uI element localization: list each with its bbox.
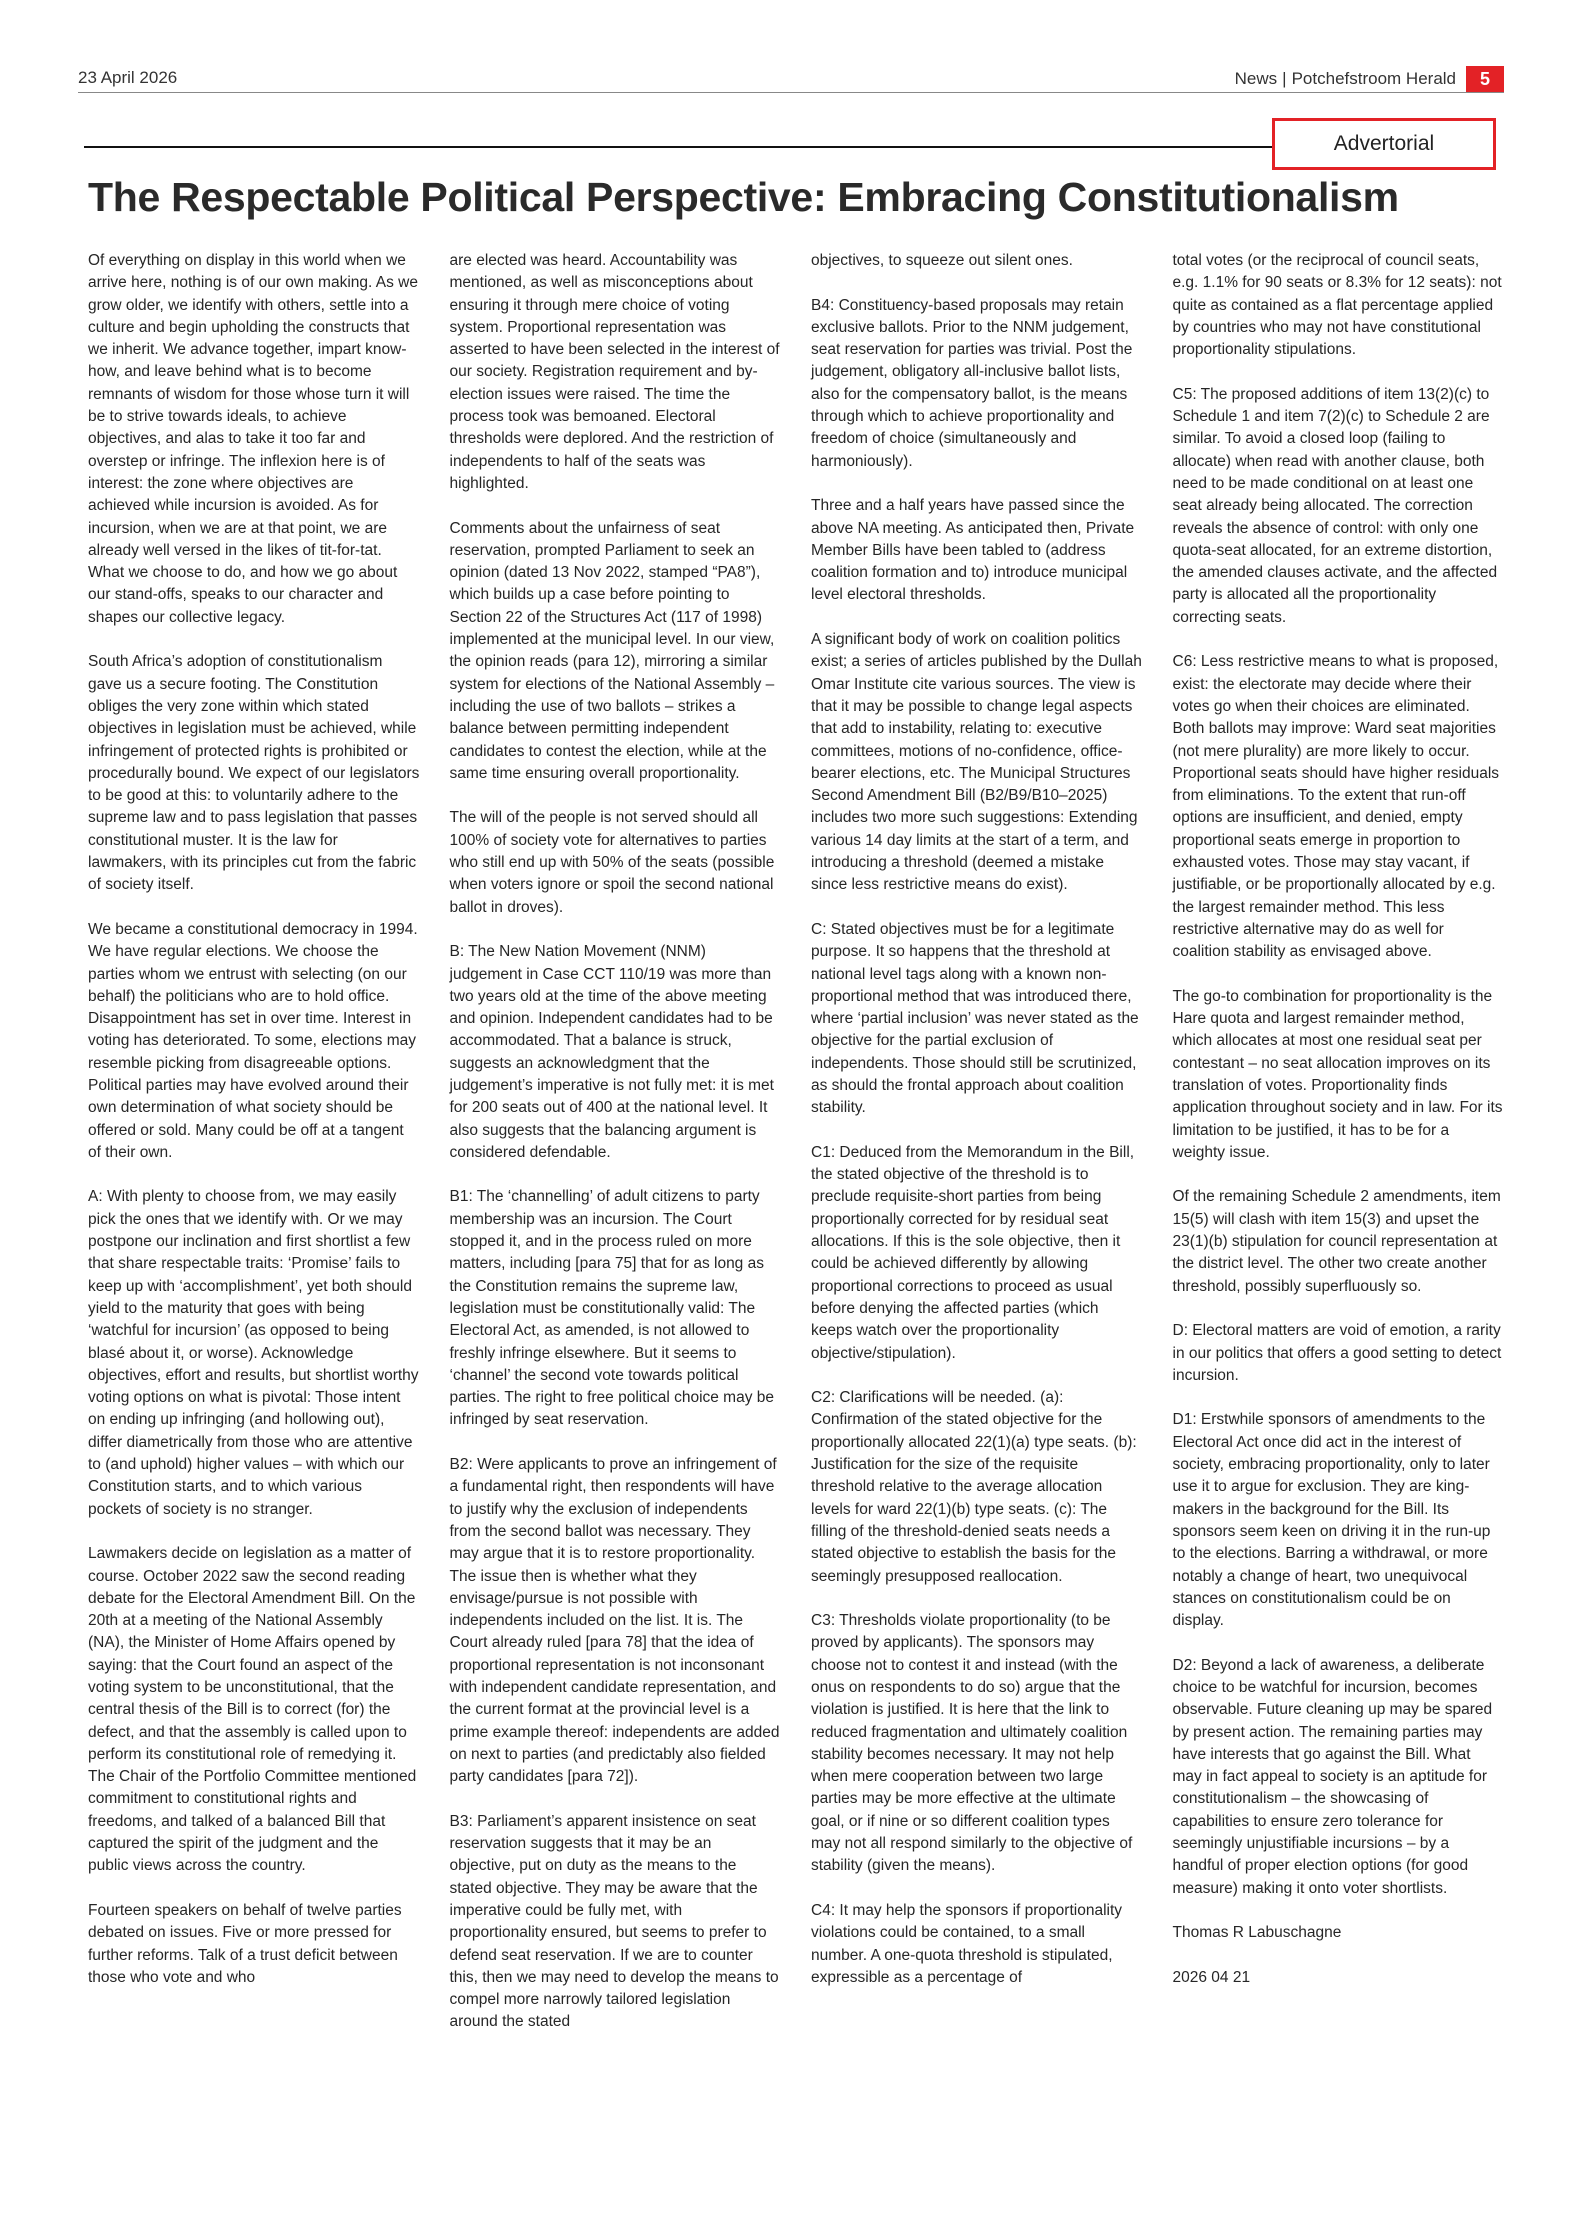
article-column-4 (1173, 250, 1505, 2056)
author-name: Thomas R Labuschagne (1172, 1924, 1342, 1942)
paragraph: B2: Were applicants to prove an infringement of a fundamental right, then respondents will have to justify why the exclusion of independents from the second ballot was necessary. They may argue that it is to restore proportionality. The issue then is whether what they envisage/pursue is not possible with independents included on the list. It is. The Court already ruled [para 78] that the idea of proportional representation is not inconsonant with independent candidate representation, and the current format at the provincial level is a prime example thereof: independents are added on next to parties (and predictably also fielded party candidates [para 72]). (449, 1456, 780, 1786)
paragraph: Lawmakers decide on legislation as a matter of course. October 2022 saw the second reading debate for the Electoral Amendment Bill. On the 20th at a meeting of the National Assembly (NA), the Minister of Home Affairs opened by saying: that the Court found an aspect of the voting system to be unconstitutional, that the central thesis of the Bill is to correct (for) the defect, and that the assembly is called upon to perform its constitutional role of remedying it. The Chair of the Portfolio Committee mentioned commitment to constitutional rights and freedoms, and talked of a balanced Bill that captured the spirit of the judgment and the public views across the country. (88, 1545, 417, 1875)
paragraph: Fourteen speakers on behalf of twelve parties debated on issues. Five or more pressed for further reforms. Talk of a trust deficit between those who vote and who (88, 1901, 402, 1986)
masthead (1235, 66, 1504, 92)
paragraph: C1: Deduced from the Memorandum in the Bill, the stated objective of the threshold is to preclude requisite-short parties from being proportionally corrected for by residual seat allocations. If this is the sole objective, then it could be achieved differently by allowing proportional corrections to proceed as usual before denying the affected parties (which keeps watch over the proportionality objective/stipulation). (811, 1143, 1135, 1362)
headline-rule (84, 146, 1274, 148)
paragraph: total votes (or the reciprocal of council seats, e.g. 1.1% for 90 seats or 8.3% for 12 seats): not quite as contained as a flat percentage applied by countries who may not have constitutional proportionality stipulations. (1172, 252, 1502, 359)
article-column-1 (88, 250, 420, 2056)
paragraph: D1: Erstwhile sponsors of amendments to the Electoral Act once did act in the interest of society, embracing proportionality, only to later use it to argue for exclusion. They are king-makers in the background for the Bill. Its sponsors seem keen on driving it in the run-up to the elections. Barring a withdrawal, or more notably a change of heart, two unequivocal stances on constitutionalism could be on display. (1172, 1411, 1491, 1630)
paragraph: B4: Constituency-based proposals may retain exclusive ballots. Prior to the NNM judgement, seat reservation for parties was trivial. Post the judgement, obligatory all-inclusive ballot lists, also for the compensatory ballot, is the means through which to achieve proportionality and freedom of choice (simultaneously and harmoniously). (811, 296, 1133, 470)
paragraph: objectives, to squeeze out silent ones. (811, 252, 1073, 269)
paragraph: C5: The proposed additions of item 13(2)(c) to Schedule 1 and item 7(2)(c) to Schedule 2 are similar. To avoid a closed loop (failing to allocate) when read with another clause, both need to be made conditional on at least one seat already being allocated. The correction reveals the absence of control: with only one quota-seat allocated, for an extreme distortion, the amended clauses activate, and the affected party is allocated all the proportionality correcting seats. (1172, 385, 1498, 626)
publication-name: Potchefstroom Herald (1291, 69, 1456, 88)
paragraph: South Africa’s adoption of constitutionalism gave us a secure footing. The Constitution obliges the very zone within which stated objectives in legislation must be achieved, while infringement of protected rights is prohibited or procedurally bound. We expect of our legislators to be good at this: to voluntarily adhere to the supreme law and to pass legislation that passes constitutional muster. It is the law for lawmakers, with its principles cut from the fabric of society itself. (88, 653, 420, 894)
page-number: 5 (1466, 66, 1504, 92)
paragraph: C2: Clarifications will be needed. (a): Confirmation of the stated objective for the proportionally allocated 22(1)(a) type seats. (b): Justification for the size of the requisite threshold relative to the average allocation levels for ward 22(1)(b) type seats. (c): The filling of the threshold-denied seats needs a stated objective to establish the basis for the seemingly presupposed reallocation. (811, 1389, 1137, 1585)
paragraph: Comments about the unfairness of seat reservation, prompted Parliament to seek an opinion (dated 13 Nov 2022, stamped “PA8”), which builds up a case before pointing to Section 22 of the Structures Act (117 of 1998) implemented at the municipal level. In our view, the opinion reads (para 12), mirroring a similar system for elections of the National Assembly – including the use of two ballots – strikes a balance between permitting independent candidates to contest the election, while at the same time ensuring overall proportionality. (449, 519, 775, 782)
paragraph: Of everything on display in this world when we arrive here, nothing is of our own making. As we grow older, we identify with others, settle into a culture and begin upholding the constructs that we inherit. We advance together, impart know-how, and leave behind what is to become remnants of wisdom for those whose turn it will be to strive towards ideals, to achieve objectives, and alas to take it too far and overstep or infringe. The inflexion here is of interest: the zone where objectives are achieved while incursion is avoided. As for incursion, when we are at that point, we are already well versed in the likes of tit-for-tat. What we choose to do, and how we go about our stand-offs, speaks to our character and shapes our collective legacy. (88, 252, 418, 626)
paragraph: C6: Less restrictive means to what is proposed, exist: the electorate may decide where their votes go when their choices are eliminated. Both ballots may improve: Ward seat majorities (not mere plurality) are more likely to occur. Proportional seats should have higher residuals from eliminations. To the extent that run-off options are insufficient, and denied, empty proportional seats emerge in proportion to exhausted votes. Those may stay vacant, if justifiable, or be proportionally allocated by e.g. the largest remainder method. This less restrictive alternative may do as well for coalition stability as envisaged above. (1172, 653, 1500, 961)
article-headline: The Respectable Political Perspective: Embracing Constitutionalism (88, 174, 1399, 220)
paragraph: C3: Thresholds violate proportionality (to be proved by applicants). The sponsors may choose not to contest it and instead (with the onus on respondents to do so) argue that the violation is justified. It is here that the link to reduced fragmentation and ultimately coalition stability becomes necessary. It may not help when mere cooperation between two large parties may be more effective at the ultimate goal, or if nine or so different coalition types may not all respond similarly to the objective of stability (given the means). (811, 1612, 1133, 1875)
paragraph: A significant body of work on coalition politics exist; a series of articles published by the Dullah Omar Institute cite various sources. The view is that it may be possible to change legal aspects that add to instability, relating to: executive committees, motions of no-confidence, office-bearer elections, etc. The Municipal Structures Second Amendment Bill (B2/B9/B10–2025) includes two more such suggestions: Extending various 14 day limits at the start of a term, and introducing a threshold (deemed a mistake since less restrictive means do exist). (811, 631, 1142, 894)
article-column-3 (811, 250, 1143, 2056)
paragraph: D: Electoral matters are void of emotion, a rarity in our politics that offers a good setting to detect incursion. (1172, 1322, 1502, 1384)
paragraph: B1: The ‘channelling’ of adult citizens to party membership was an incursion. The Court stopped it, and in the process ruled on more matters, including [para 75] that for as long as the Constitution remains the supreme law, legislation must be constitutionally valid: The Electoral Act, as amended, is not allowed to freshly infringe elsewhere. But it seems to ‘channel’ the second vote towards political parties. The right to free political choice may be infringed by seat reservation. (449, 1188, 775, 1429)
paragraph: We became a constitutional democracy in 1994. We have regular elections. We choose the parties whom we entrust with selecting (on our behalf) the politicians who are to hold office. Disappointment has set in over time. Interest in voting has deteriorated. To some, elections may resemble picking from disagreeable options. Political parties may have evolved around their own determination of what society should be offered or sold. Many could be off at a tangent of their own. (88, 920, 418, 1161)
article-column-2 (450, 250, 782, 2056)
article-date: 2026 04 21 (1172, 1968, 1251, 1986)
paragraph: A: With plenty to choose from, we may easily pick the ones that we identify with. Or we may postpone our inclination and first shortlist a few that share respectable traits: ‘Promise’ fails to keep up with ‘accomplishment’, yet both should yield to the maturity that goes with being ‘watchful for incursion’ (as opposed to being blasé about it, or worse). Acknowledge objectives, effort and results, but shortlist worthy voting options on what is pivotal: Those intent on ending up infringing (and hollowing out), differ diametrically from those who are attentive to (and uphold) higher values – with which our Constitution starts, and to which various pockets of society is no stranger. (88, 1188, 419, 1518)
paragraph: are elected was heard. Accountability was mentioned, as well as misconceptions about ensuring it through mere choice of voting system. Proportional representation was asserted to have been selected in the interest of our society. Registration requirement and by-election issues were raised. The time the process took was bemoaned. Electoral thresholds were deplored. And the restriction of independents to half of the seats was highlighted. (449, 252, 780, 492)
paragraph: C4: It may help the sponsors if proportionality violations could be contained, to a small number. A one-quota threshold is stipulated, expressible as a percentage of (811, 1901, 1123, 1986)
article-body (88, 250, 1504, 2056)
paragraph: The go-to combination for proportionality is the Hare quota and largest remainder method, which allocates at most one residual seat per contestant – no seat allocation improves on its translation of votes. Proportionality finds application throughout society and in law. For its limitation to be justified, it has to be for a weighty issue. (1172, 987, 1503, 1161)
paragraph: D2: Beyond a lack of awareness, a deliberate choice to be watchful for incursion, becomes observable. Future cleaning up may be spared by present action. The remaining parties may have interests that go against the Bill. What may in fact appeal to society is an aptitude for constitutionalism – the showcasing of capabilities to ensure zero tolerance for seemingly unjustifiable incursions – by a handful of proper election options (for good measure) making it onto voter shortlists. (1172, 1656, 1493, 1897)
masthead-separator: | (1282, 69, 1287, 88)
paragraph: B3: Parliament’s apparent insistence on seat reservation suggests that it may be an objective, put on duty as the means to the stated objective. They may be aware that the imperative could be fully met, with proportionality ensured, but seems to prefer to defend seat reservation. If we are to counter this, then we may need to develop the means to compel more narrowly tailored legislation around the stated (449, 1812, 779, 2031)
paragraph: The will of the people is not served should all 100% of society vote for alternatives to parties who still end up with 50% of the seats (possible when voters ignore or spoil the second national ballot in droves). (449, 809, 775, 916)
header-rule (78, 92, 1504, 93)
section-name: News (1234, 69, 1278, 88)
paragraph: B: The New Nation Movement (NNM) judgement in Case CCT 110/19 was more than two years old at the time of the above meeting and opinion. Independent candidates had to be accommodated. That a balance is struck, suggests an acknowledgment that the judgement’s imperative is not fully met: it is met for 200 seats out of 400 at the national level. It also suggests that the balancing argument is considered defendable. (449, 943, 774, 1161)
advertorial-label: Advertorial (1272, 118, 1496, 170)
paragraph: Of the remaining Schedule 2 amendments, item 15(5) will clash with item 15(3) and upset the 23(1)(b) stipulation for council representation at the district level. The other two create another threshold, possibly superfluously so. (1172, 1188, 1501, 1295)
paragraph: Three and a half years have passed since the above NA meeting. As anticipated then, Private Member Bills have been tabled to (address coalition formation and to) introduce municipal level electoral thresholds. (811, 497, 1135, 604)
issue-date: 23 April 2026 (78, 68, 178, 87)
paragraph: C: Stated objectives must be for a legitimate purpose. It so happens that the threshold at national level tags along with a known non-proportional method that was introduced there, where ‘partial inclusion’ was never stated as the objective for the partial exclusion of independents. Those should still be scrutinized, as should the frontal approach about coalition stability. (811, 920, 1139, 1117)
